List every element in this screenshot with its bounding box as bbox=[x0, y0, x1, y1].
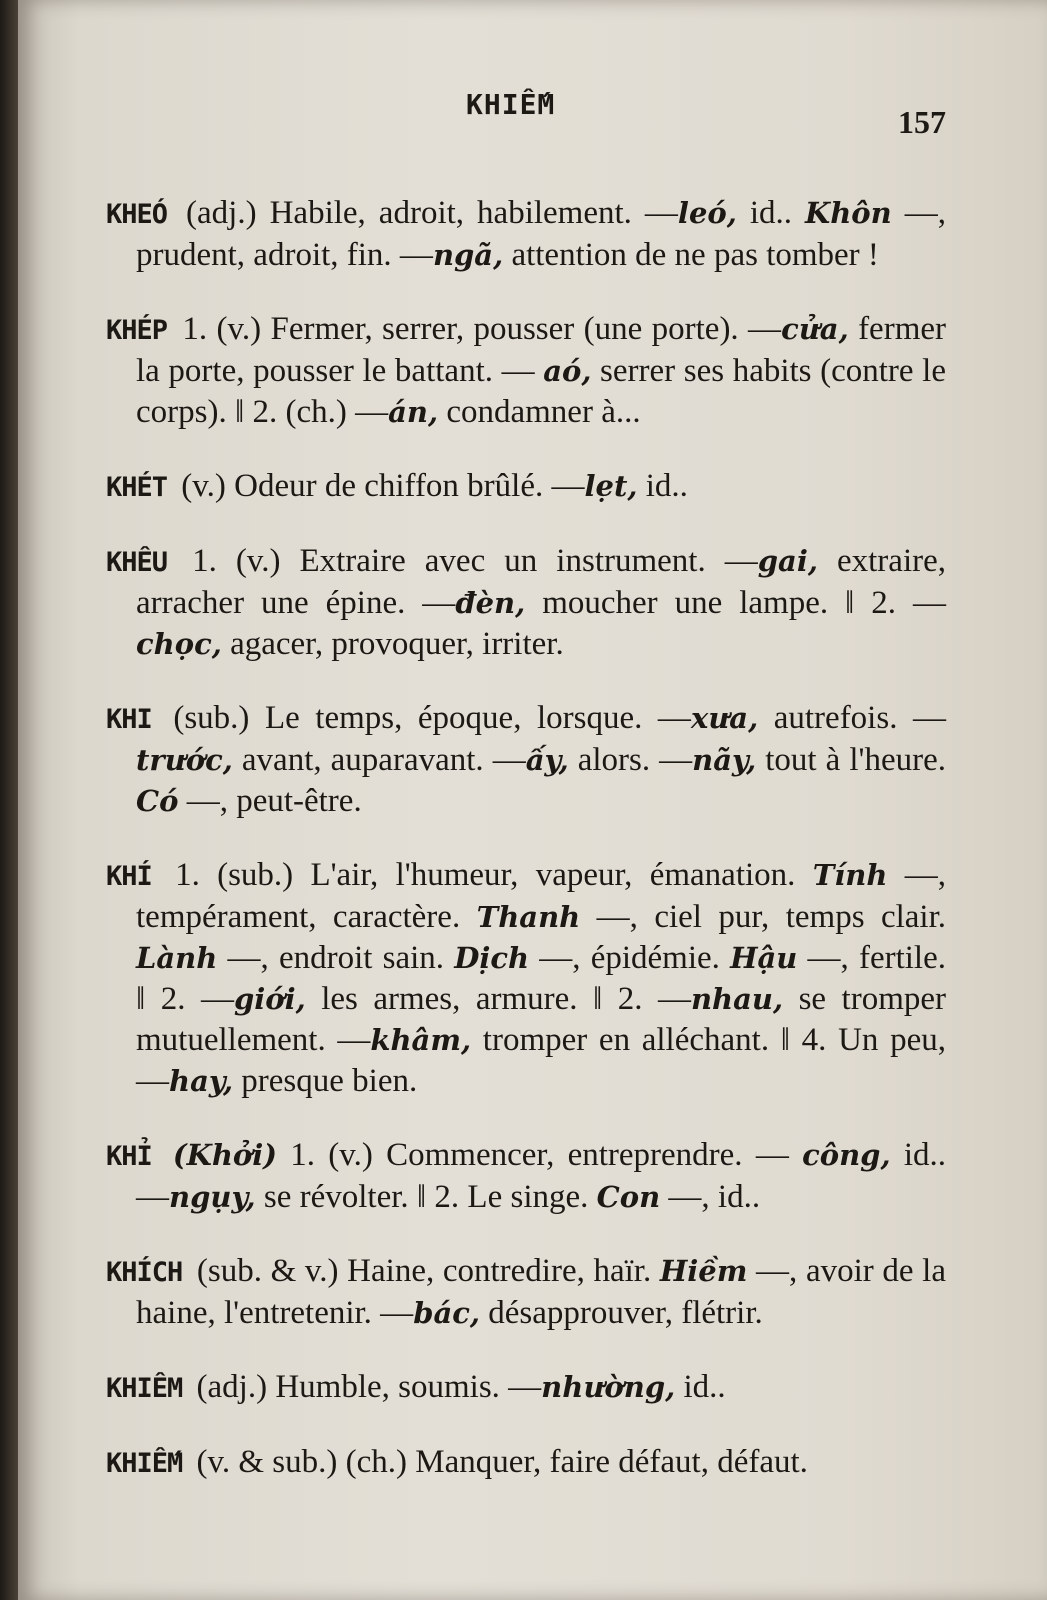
entry-definition-text: id.. bbox=[736, 195, 806, 231]
entry-headword: KHI bbox=[106, 704, 152, 735]
entry-vietnamese-term: Tính bbox=[812, 858, 888, 892]
entry-headword: KHÊU bbox=[106, 547, 168, 578]
entry-definition-text: moucher une lampe. ‖ 2. — bbox=[525, 585, 946, 621]
entry-definition-text: id.. — bbox=[136, 1137, 946, 1215]
page-number: 157 bbox=[898, 104, 946, 140]
dictionary-entry bbox=[106, 698, 946, 822]
entry-vietnamese-term: (Khởi) bbox=[157, 1138, 277, 1172]
entry-definition-text: 1. (v.) Commencer, entreprendre. — bbox=[276, 1137, 803, 1173]
entry-vietnamese-term: gai, bbox=[757, 544, 818, 578]
entry-definition-text: —, avoir de la haine, l'entretenir. — bbox=[136, 1253, 946, 1331]
entry-definition-text: agacer, provoquer, irriter. bbox=[221, 626, 564, 662]
entry-vietnamese-term: Thanh bbox=[476, 900, 581, 934]
entry-definition-text: se révolter. ‖ 2. Le singe. bbox=[255, 1179, 597, 1215]
entry-vietnamese-term: Khôn bbox=[805, 196, 892, 230]
dictionary-entry bbox=[106, 541, 946, 665]
entry-headword: KHIÊM bbox=[106, 1373, 183, 1404]
entry-headword: KHIẾM bbox=[106, 1448, 183, 1479]
entry-vietnamese-term: Con bbox=[596, 1180, 661, 1214]
entry-definition-text: désapprouver, flétrir. bbox=[480, 1295, 763, 1331]
entry-definition-text: —, fertile. ‖ 2. — bbox=[136, 940, 946, 1017]
entry-definition-text: —, prudent, adroit, fin. — bbox=[136, 195, 946, 273]
book-gutter bbox=[0, 0, 18, 1600]
entry-vietnamese-term: xưa, bbox=[690, 701, 759, 735]
entry-vietnamese-term: đèn, bbox=[455, 586, 526, 620]
entry-headword: KHEÓ bbox=[106, 199, 168, 230]
entry-definition-text: tromper en alléchant. ‖ 4. Un peu, — bbox=[136, 1022, 946, 1099]
dictionary-entry bbox=[106, 193, 946, 276]
entry-vietnamese-term: hay, bbox=[169, 1064, 234, 1098]
entry-vietnamese-term: nãy, bbox=[692, 743, 757, 777]
entry-vietnamese-term: Có bbox=[136, 784, 179, 818]
entry-definition-text: —, endroit sain. bbox=[217, 940, 455, 976]
entry-vietnamese-term: Lành bbox=[136, 941, 218, 975]
entry-definition-text: 1. (v.) Fermer, serrer, pousser (une porte). — bbox=[173, 311, 782, 347]
dictionary-entry bbox=[106, 309, 946, 433]
entry-vietnamese-term: aó, bbox=[543, 354, 592, 388]
entry-definition-text: presque bien. bbox=[233, 1063, 418, 1099]
entry-definition-text: attention de ne pas tomber ! bbox=[503, 237, 879, 273]
entry-definition-text: (sub.) Le temps, époque, lorsque. — bbox=[157, 700, 691, 736]
entry-headword: KHÍ bbox=[106, 861, 152, 892]
entry-definition-text: autrefois. — bbox=[758, 700, 946, 736]
entry-definition-text: extraire, arracher une épine. — bbox=[136, 543, 946, 621]
dictionary-entry bbox=[106, 466, 946, 508]
entry-vietnamese-term: Dịch bbox=[454, 941, 530, 975]
entry-definition-text: —, tempérament, caractère. bbox=[136, 857, 947, 935]
entry-vietnamese-term: leó, bbox=[677, 196, 737, 230]
dictionary-entry bbox=[106, 855, 946, 1102]
dictionary-entry bbox=[106, 1442, 946, 1484]
entry-definition-text: —, id.. bbox=[660, 1179, 761, 1215]
entry-vietnamese-term: Hậu bbox=[730, 941, 798, 975]
entry-definition-text: (v. & sub.) (ch.) Manquer, faire défaut, défaut. bbox=[188, 1444, 808, 1480]
entry-definition-text: id.. bbox=[675, 1369, 726, 1405]
entry-definition-text: (adj.) Humble, soumis. — bbox=[188, 1369, 542, 1405]
entry-vietnamese-term: chọc, bbox=[136, 627, 222, 661]
entry-list bbox=[106, 160, 946, 1490]
dictionary-entry bbox=[106, 1135, 946, 1218]
entry-definition-text: alors. — bbox=[568, 742, 693, 778]
entry-vietnamese-term: nhường, bbox=[541, 1370, 676, 1404]
entry-definition-text: —, ciel pur, temps clair. bbox=[580, 899, 947, 935]
entry-definition-text: serrer ses habits (contre le corps). ‖ 2. (ch.) — bbox=[136, 353, 946, 430]
entry-vietnamese-term: khâm, bbox=[370, 1023, 472, 1057]
entry-headword: KHÉT bbox=[106, 472, 168, 503]
entry-vietnamese-term: ngã, bbox=[432, 238, 504, 272]
entry-definition-text: tout à l'heure. bbox=[756, 742, 946, 778]
dictionary-entry bbox=[106, 1367, 946, 1409]
entry-definition-text: —, épidémie. bbox=[529, 940, 731, 976]
entry-vietnamese-term: giới, bbox=[233, 982, 306, 1016]
entry-definition-text: avant, auparavant. — bbox=[232, 742, 526, 778]
entry-definition-text: se tromper mutuellement. — bbox=[136, 981, 947, 1058]
running-head: KHIẾM bbox=[466, 88, 556, 121]
entry-definition-text: 1. (v.) Extraire avec un instrument. — bbox=[173, 543, 758, 579]
entry-definition-text: (adj.) Habile, adroit, habilement. — bbox=[173, 195, 678, 231]
entry-definition-text: (v.) Odeur de chiffon brûlé. — bbox=[173, 468, 585, 504]
entry-headword: KHÉP bbox=[106, 315, 168, 346]
entry-definition-text: condamner à... bbox=[438, 394, 641, 430]
entry-vietnamese-term: ngụy, bbox=[169, 1180, 256, 1214]
entry-vietnamese-term: cửa, bbox=[781, 312, 849, 346]
entry-vietnamese-term: lẹt, bbox=[584, 469, 638, 503]
entry-vietnamese-term: trước, bbox=[136, 743, 233, 777]
entry-vietnamese-term: công, bbox=[802, 1138, 891, 1172]
entry-headword: KHỈ bbox=[106, 1141, 152, 1172]
entry-vietnamese-term: Hiềm bbox=[659, 1254, 748, 1288]
entry-vietnamese-term: án, bbox=[388, 395, 439, 429]
entry-definition-text: (sub. & v.) Haine, contredire, haïr. bbox=[188, 1253, 660, 1289]
entry-headword: KHÍCH bbox=[106, 1257, 183, 1288]
dictionary-page bbox=[18, 0, 1047, 1600]
entry-definition-text: fermer la porte, pousser le battant. — bbox=[136, 311, 946, 389]
entry-vietnamese-term: nhau, bbox=[690, 982, 784, 1016]
entry-definition-text: —, peut-être. bbox=[178, 783, 362, 819]
dictionary-entry bbox=[106, 1251, 946, 1334]
entry-definition-text: 1. (sub.) L'air, l'humeur, vapeur, émanation. bbox=[157, 857, 813, 893]
entry-definition-text: les armes, armure. ‖ 2. — bbox=[305, 981, 691, 1017]
entry-definition-text: id.. bbox=[637, 468, 688, 504]
entry-vietnamese-term: bác, bbox=[413, 1296, 481, 1330]
entry-vietnamese-term: ấy, bbox=[525, 743, 569, 777]
